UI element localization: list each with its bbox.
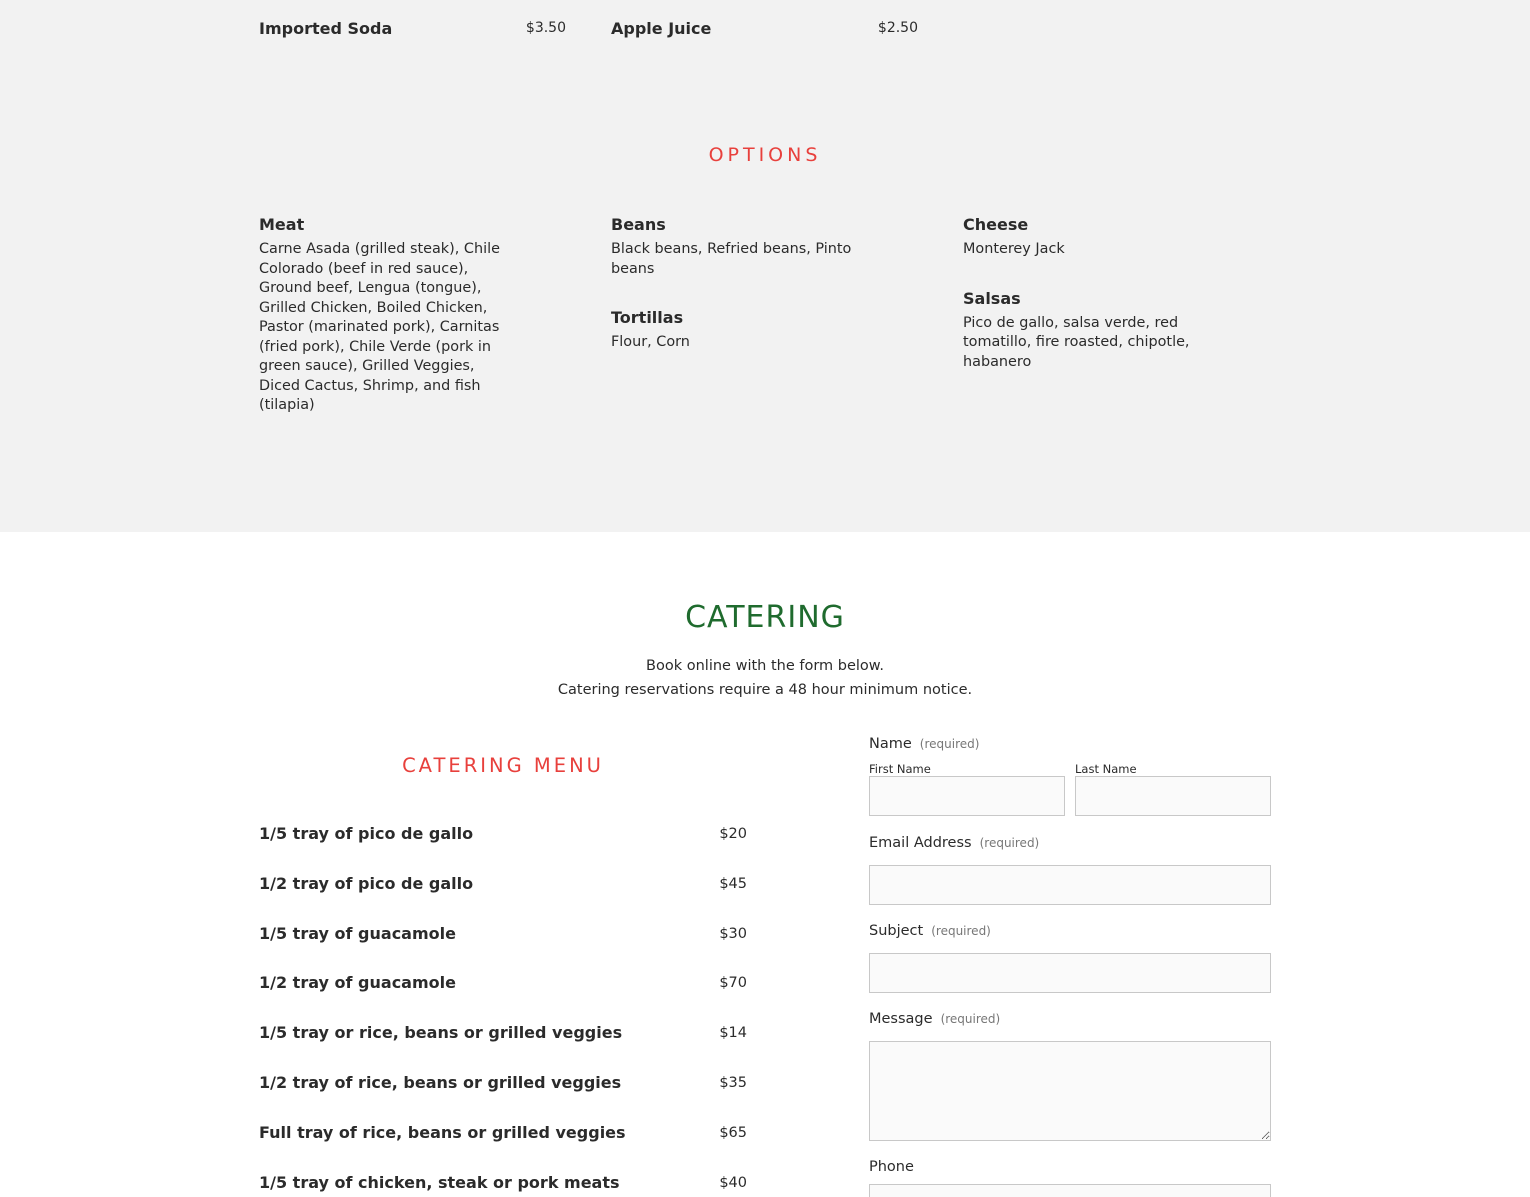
option-meat xyxy=(259,214,509,416)
required-indicator: (required) xyxy=(979,836,1040,850)
list-item xyxy=(259,1021,747,1071)
menu-item-apple-juice xyxy=(611,16,918,40)
email-label xyxy=(869,835,1271,857)
option-tortillas xyxy=(611,307,873,353)
menu-item-name: 1/5 tray or rice, beans or grilled veggies xyxy=(259,1023,623,1043)
first-name-label: First Name xyxy=(869,762,931,776)
option-cheese xyxy=(963,214,1213,260)
menu-item-price: $65 xyxy=(719,1124,747,1141)
email-field[interactable] xyxy=(869,865,1271,905)
option-title: Cheese xyxy=(963,215,1029,234)
options-column-meat xyxy=(259,214,509,436)
option-beans xyxy=(611,214,873,279)
subject-label-text: Subject xyxy=(869,923,924,939)
list-item xyxy=(259,1121,747,1171)
menu-item-price: $14 xyxy=(719,1025,747,1042)
list-item xyxy=(259,822,747,872)
menu-item-price: $70 xyxy=(719,975,747,992)
catering-booking-form xyxy=(869,736,1271,1197)
menu-item-name: Imported Soda xyxy=(259,18,393,38)
options-heading: OPTIONS xyxy=(708,144,822,166)
menu-item-name: 1/2 tray of guacamole xyxy=(259,973,456,993)
last-name-field[interactable] xyxy=(1075,776,1271,816)
name-label-text: Name xyxy=(869,736,912,752)
menu-item-price: $40 xyxy=(719,1174,747,1191)
name-label xyxy=(869,736,1271,758)
list-item xyxy=(259,922,747,972)
options-column-cheese-salsas xyxy=(963,214,1213,392)
menu-item-price: $35 xyxy=(719,1074,747,1091)
list-item xyxy=(259,872,747,922)
email-label-text: Email Address xyxy=(869,835,972,851)
message-label-text: Message xyxy=(869,1011,933,1027)
subject-label xyxy=(869,923,1271,945)
list-item xyxy=(259,971,747,1021)
menu-item-price: $30 xyxy=(719,925,747,942)
options-column-beans-tortillas xyxy=(611,214,873,373)
message-field[interactable] xyxy=(869,1041,1271,1141)
menu-item-name: 1/2 tray of pico de gallo xyxy=(259,873,474,893)
option-text: Black beans, Refried beans, Pinto beans xyxy=(611,241,852,277)
menu-item-name: Apple Juice xyxy=(611,18,712,38)
last-name-label: Last Name xyxy=(1075,762,1137,776)
option-text: Monterey Jack xyxy=(963,241,1065,257)
option-text: Pico de gallo, salsa verde, red tomatillo, fire roasted, chipotle, habanero xyxy=(963,314,1190,370)
first-name-field[interactable] xyxy=(869,776,1065,816)
menu-item-name: 1/5 tray of pico de gallo xyxy=(259,824,474,843)
menu-item-price: $3.50 xyxy=(525,20,566,36)
menu-item-name: 1/2 tray of rice, beans or grilled veggies xyxy=(259,1072,622,1092)
last-name-group xyxy=(1075,758,1271,816)
option-text: Flour, Corn xyxy=(611,334,690,350)
required-indicator: (required) xyxy=(931,924,991,938)
first-name-group xyxy=(869,758,1065,816)
menu-item-price: $2.50 xyxy=(877,20,918,36)
menu-item-imported-soda xyxy=(259,16,566,40)
menu-item-price: $20 xyxy=(719,826,747,842)
menu-options-section xyxy=(0,0,1530,532)
menu-item-name: 1/5 tray of guacamole xyxy=(259,923,456,943)
list-item xyxy=(259,1171,747,1197)
subject-field[interactable] xyxy=(869,953,1271,993)
menu-item-price: $45 xyxy=(719,875,747,892)
catering-subtitle: Book online with the form below. xyxy=(646,658,884,674)
message-label xyxy=(869,1011,1271,1033)
option-title: Tortillas xyxy=(611,308,684,327)
option-title: Salsas xyxy=(963,288,1021,308)
catering-menu-heading: CATERING MENU xyxy=(402,754,604,777)
phone-label xyxy=(869,1159,1271,1181)
required-indicator: (required) xyxy=(919,737,980,751)
menu-item-name: Full tray of rice, beans or grilled veggies xyxy=(259,1122,626,1142)
list-item xyxy=(259,1071,747,1121)
catering-menu-list xyxy=(259,822,747,1197)
catering-notice: Catering reservations require a 48 hour minimum notice. xyxy=(557,682,973,698)
required-indicator: (required) xyxy=(940,1012,1001,1026)
catering-title: CATERING xyxy=(685,600,845,635)
option-title: Meat xyxy=(259,215,305,234)
menu-item-name: 1/5 tray of chicken, steak or pork meats xyxy=(259,1172,620,1192)
phone-label-text: Phone xyxy=(869,1159,914,1175)
phone-field[interactable] xyxy=(869,1184,1271,1197)
option-salsas xyxy=(963,288,1213,373)
option-title: Beans xyxy=(611,215,666,234)
name-fields xyxy=(869,758,1271,816)
option-text: Carne Asada (grilled steak), Chile Colorado (beef in red sauce), Ground beef, Lengua (tongue), Grilled Chicken, Boiled Chicken, Pastor (marinated pork), Carnitas (fried pork), Chile Verde (pork in green sauce), Grilled Veggies, Diced Cactus, Shrimp, and fish (tilapia) xyxy=(259,241,500,413)
